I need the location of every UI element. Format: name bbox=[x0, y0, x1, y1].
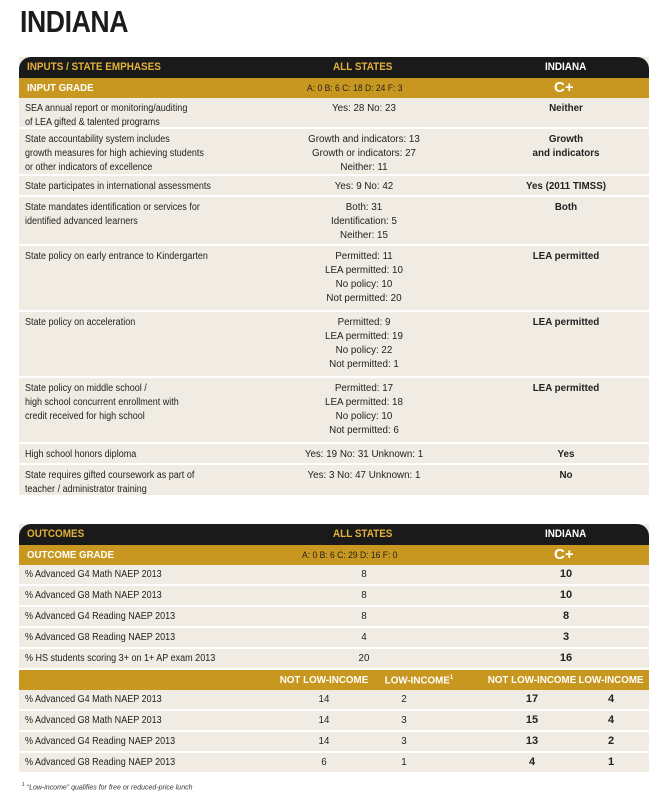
input-row bbox=[19, 176, 649, 197]
outcome-row bbox=[19, 586, 649, 607]
outcome-row-label: % Advanced G4 Reading NAEP 2013 bbox=[25, 611, 176, 622]
input-row-label bbox=[25, 382, 246, 424]
input-row bbox=[19, 312, 649, 378]
outcome-grade-value: C+ bbox=[554, 546, 574, 563]
input-row-all-states-line: Permitted: 9 bbox=[337, 317, 391, 328]
input-row-all-states-line: Identification: 5 bbox=[331, 216, 397, 227]
input-row-all-states bbox=[269, 201, 459, 243]
input-row-all-states bbox=[269, 250, 459, 306]
input-row-state-value bbox=[501, 180, 631, 194]
input-row-label-line: State policy on middle school / bbox=[25, 383, 147, 394]
input-row-state-value bbox=[501, 448, 631, 462]
outcome-row bbox=[19, 565, 649, 586]
outcome-row-all-states: 20 bbox=[358, 653, 370, 664]
input-row-state-value-line: LEA permitted bbox=[532, 251, 600, 262]
input-row-all-states-line: No policy: 10 bbox=[335, 279, 393, 290]
outcome-row-label: % Advanced G8 Math NAEP 2013 bbox=[25, 590, 162, 601]
input-row-label-line: State mandates identification or services for bbox=[25, 202, 200, 213]
income-row-ind-low: 4 bbox=[607, 693, 615, 705]
input-row-state-value-line: Neither bbox=[549, 103, 583, 114]
outcome-row bbox=[19, 607, 649, 628]
input-row-all-states-line: Neither: 11 bbox=[340, 162, 388, 173]
income-row-all-not-low: 14 bbox=[318, 715, 330, 726]
input-row bbox=[19, 465, 649, 497]
income-row-label: % Advanced G4 Reading NAEP 2013 bbox=[25, 736, 176, 747]
outcome-row bbox=[19, 649, 649, 670]
outcome-row-state-value: 16 bbox=[559, 652, 573, 664]
input-row-all-states-line: Yes: 3 No: 47 Unknown: 1 bbox=[307, 470, 421, 481]
outcomes-table bbox=[19, 524, 649, 774]
income-row-all-not-low: 14 bbox=[318, 736, 330, 747]
income-subheader bbox=[19, 670, 649, 690]
income-row-all-low: 3 bbox=[401, 736, 407, 747]
input-row-label-line: growth measures for high achieving students bbox=[25, 148, 204, 159]
outcome-row-state-value: 10 bbox=[559, 589, 573, 601]
input-row-all-states bbox=[269, 180, 459, 194]
input-row-all-states bbox=[269, 133, 459, 175]
state-header: INDIANA bbox=[545, 61, 587, 73]
input-row-all-states-line: Growth or indicators: 27 bbox=[311, 148, 416, 159]
input-row-all-states-line: No policy: 10 bbox=[335, 411, 393, 422]
input-row-state-value-line: and indicators bbox=[532, 148, 600, 159]
input-row-all-states-line: Permitted: 17 bbox=[334, 383, 394, 394]
income-row-ind-low: 2 bbox=[607, 735, 615, 747]
input-row-all-states-line: Growth and indicators: 13 bbox=[308, 134, 420, 145]
income-row-all-low: 1 bbox=[401, 757, 407, 768]
outcome-grade-row bbox=[19, 545, 649, 565]
input-row-all-states bbox=[269, 316, 459, 372]
income-row-ind-low: 1 bbox=[607, 756, 615, 768]
outcome-row-state-value: 10 bbox=[559, 568, 573, 580]
input-row-all-states-line: Yes: 9 No: 42 bbox=[334, 181, 394, 192]
outcome-row-all-states: 8 bbox=[361, 611, 367, 622]
footnote-text: “Low-income” qualifies for free or reduced-price lunch bbox=[26, 784, 193, 792]
input-row-all-states-line: Not permitted: 1 bbox=[329, 359, 399, 370]
input-row bbox=[19, 98, 649, 129]
input-row-label bbox=[25, 448, 246, 462]
income-row bbox=[19, 732, 649, 753]
input-row-state-value-line: Yes (2011 TIMSS) bbox=[525, 181, 607, 192]
outcome-row-label: % Advanced G4 Math NAEP 2013 bbox=[25, 569, 162, 580]
input-row-label-line: credit received for high school bbox=[25, 411, 145, 422]
input-row-all-states-line: LEA permitted: 10 bbox=[325, 265, 403, 276]
all-low-income-footnote-mark: 1 bbox=[449, 675, 454, 681]
all-low-income-header bbox=[369, 675, 469, 686]
input-row-all-states bbox=[269, 448, 459, 462]
income-row bbox=[19, 753, 649, 774]
input-row-label-line: SEA annual report or monitoring/auditing bbox=[25, 103, 188, 114]
input-row-label bbox=[25, 250, 246, 264]
input-row-state-value bbox=[501, 250, 631, 264]
all-states-header: ALL STATES bbox=[333, 61, 393, 73]
income-row-ind-not-low: 13 bbox=[525, 735, 539, 747]
outcomes-state-header: INDIANA bbox=[545, 528, 587, 540]
outcome-row-all-states: 8 bbox=[361, 590, 367, 601]
input-row-label-line: identified advanced learners bbox=[25, 216, 138, 227]
outcome-grade-label: OUTCOME GRADE bbox=[27, 549, 114, 561]
ind-low-income-header: LOW-INCOME bbox=[578, 675, 644, 686]
input-row-label bbox=[25, 133, 246, 175]
input-row-all-states-line: Neither: 15 bbox=[340, 230, 388, 241]
input-row-label bbox=[25, 201, 246, 229]
outcome-row-all-states: 8 bbox=[361, 569, 367, 580]
input-row-all-states-line: Yes: 28 No: 23 bbox=[332, 103, 396, 114]
outcome-row-all-states: 4 bbox=[361, 632, 367, 643]
input-row-state-value bbox=[501, 469, 631, 483]
income-row-all-low: 3 bbox=[401, 715, 407, 726]
input-row-state-value-line: Growth bbox=[548, 134, 584, 145]
outcome-grade-distribution: A: 0 B: 6 C: 29 D: 16 F: 0 bbox=[302, 550, 398, 561]
ind-not-low-income-header: NOT LOW-INCOME bbox=[487, 675, 577, 686]
all-low-income-label: LOW-INCOME bbox=[384, 675, 450, 687]
outcome-row bbox=[19, 628, 649, 649]
income-row bbox=[19, 711, 649, 732]
input-grade-row bbox=[19, 78, 649, 98]
input-row-state-value-line: LEA permitted bbox=[532, 383, 600, 394]
input-row-all-states-line: Yes: 19 No: 31 Unknown: 1 bbox=[304, 449, 424, 460]
input-row bbox=[19, 444, 649, 465]
input-row-state-value bbox=[501, 102, 631, 116]
input-row-state-value-line: Yes bbox=[557, 449, 575, 460]
input-row-all-states-line: Both: 31 bbox=[345, 202, 383, 213]
footnote bbox=[22, 782, 192, 791]
outcomes-header-label: OUTCOMES bbox=[27, 528, 85, 540]
input-row-label-line: State requires gifted coursework as part of bbox=[25, 470, 195, 481]
outcome-row-label: % Advanced G8 Reading NAEP 2013 bbox=[25, 632, 176, 643]
input-row-all-states bbox=[269, 382, 459, 438]
input-row-label-line: high school concurrent enrollment with bbox=[25, 397, 179, 408]
outcome-row-label: % HS students scoring 3+ on 1+ AP exam 2013 bbox=[25, 653, 216, 664]
input-row-all-states-line: Not permitted: 20 bbox=[326, 293, 402, 304]
input-row-label bbox=[25, 469, 246, 497]
input-row bbox=[19, 246, 649, 312]
outcome-row-state-value: 3 bbox=[562, 631, 570, 643]
input-row-all-states bbox=[269, 469, 459, 483]
input-row-state-value bbox=[501, 133, 631, 161]
input-row-label-line: of LEA gifted & talented programs bbox=[25, 117, 160, 128]
income-row-label: % Advanced G4 Math NAEP 2013 bbox=[25, 694, 162, 705]
footnote-mark: 1 bbox=[22, 782, 25, 788]
input-row bbox=[19, 129, 649, 176]
input-row bbox=[19, 197, 649, 246]
income-row bbox=[19, 690, 649, 711]
input-row-all-states bbox=[269, 102, 459, 116]
income-row-ind-not-low: 4 bbox=[528, 756, 536, 768]
input-row-label-line: State participates in international assessments bbox=[25, 181, 211, 192]
input-row bbox=[19, 378, 649, 444]
outcome-row-state-value: 8 bbox=[562, 610, 570, 622]
input-row-label bbox=[25, 316, 246, 330]
input-row-all-states-line: No policy: 22 bbox=[335, 345, 393, 356]
income-row-ind-not-low: 15 bbox=[525, 714, 539, 726]
income-row-all-low: 2 bbox=[401, 694, 407, 705]
input-row-label-line: State accountability system includes bbox=[25, 134, 170, 145]
input-row-state-value bbox=[501, 316, 631, 330]
input-row-state-value bbox=[501, 201, 631, 215]
input-row-state-value bbox=[501, 382, 631, 396]
input-grade-value: C+ bbox=[554, 79, 574, 96]
income-row-all-not-low: 6 bbox=[321, 757, 327, 768]
input-row-all-states-line: Not permitted: 6 bbox=[329, 425, 399, 436]
input-row-all-states-line: LEA permitted: 19 bbox=[325, 331, 403, 342]
input-row-state-value-line: Both bbox=[554, 202, 578, 213]
input-row-label bbox=[25, 180, 246, 194]
income-row-label: % Advanced G8 Reading NAEP 2013 bbox=[25, 757, 176, 768]
input-row-state-value-line: LEA permitted bbox=[532, 317, 600, 328]
income-row-ind-not-low: 17 bbox=[525, 693, 539, 705]
input-row-label-line: or other indicators of excellence bbox=[25, 162, 153, 173]
inputs-table bbox=[19, 57, 649, 497]
input-row-label-line: High school honors diploma bbox=[25, 449, 137, 460]
input-row-label-line: State policy on early entrance to Kindergarten bbox=[25, 251, 208, 262]
all-not-low-income-header: NOT LOW-INCOME bbox=[279, 675, 369, 686]
input-row-label bbox=[25, 102, 246, 130]
inputs-header bbox=[19, 57, 649, 78]
page-title: INDIANA bbox=[20, 4, 129, 39]
input-row-label-line: State policy on acceleration bbox=[25, 317, 136, 328]
input-row-label-line: teacher / administrator training bbox=[25, 484, 147, 495]
input-row-state-value-line: No bbox=[559, 470, 573, 481]
input-grade-distribution: A: 0 B: 6 C: 18 D: 24 F: 3 bbox=[307, 83, 403, 94]
input-row-all-states-line: LEA permitted: 18 bbox=[325, 397, 403, 408]
inputs-header-label: INPUTS / STATE EMPHASES bbox=[27, 61, 161, 73]
outcomes-header bbox=[19, 524, 649, 545]
income-row-all-not-low: 14 bbox=[318, 694, 330, 705]
income-row-ind-low: 4 bbox=[607, 714, 615, 726]
input-grade-label: INPUT GRADE bbox=[27, 82, 94, 94]
input-row-all-states-line: Permitted: 11 bbox=[335, 251, 393, 262]
income-row-label: % Advanced G8 Math NAEP 2013 bbox=[25, 715, 162, 726]
outcomes-all-states-header: ALL STATES bbox=[333, 528, 393, 540]
